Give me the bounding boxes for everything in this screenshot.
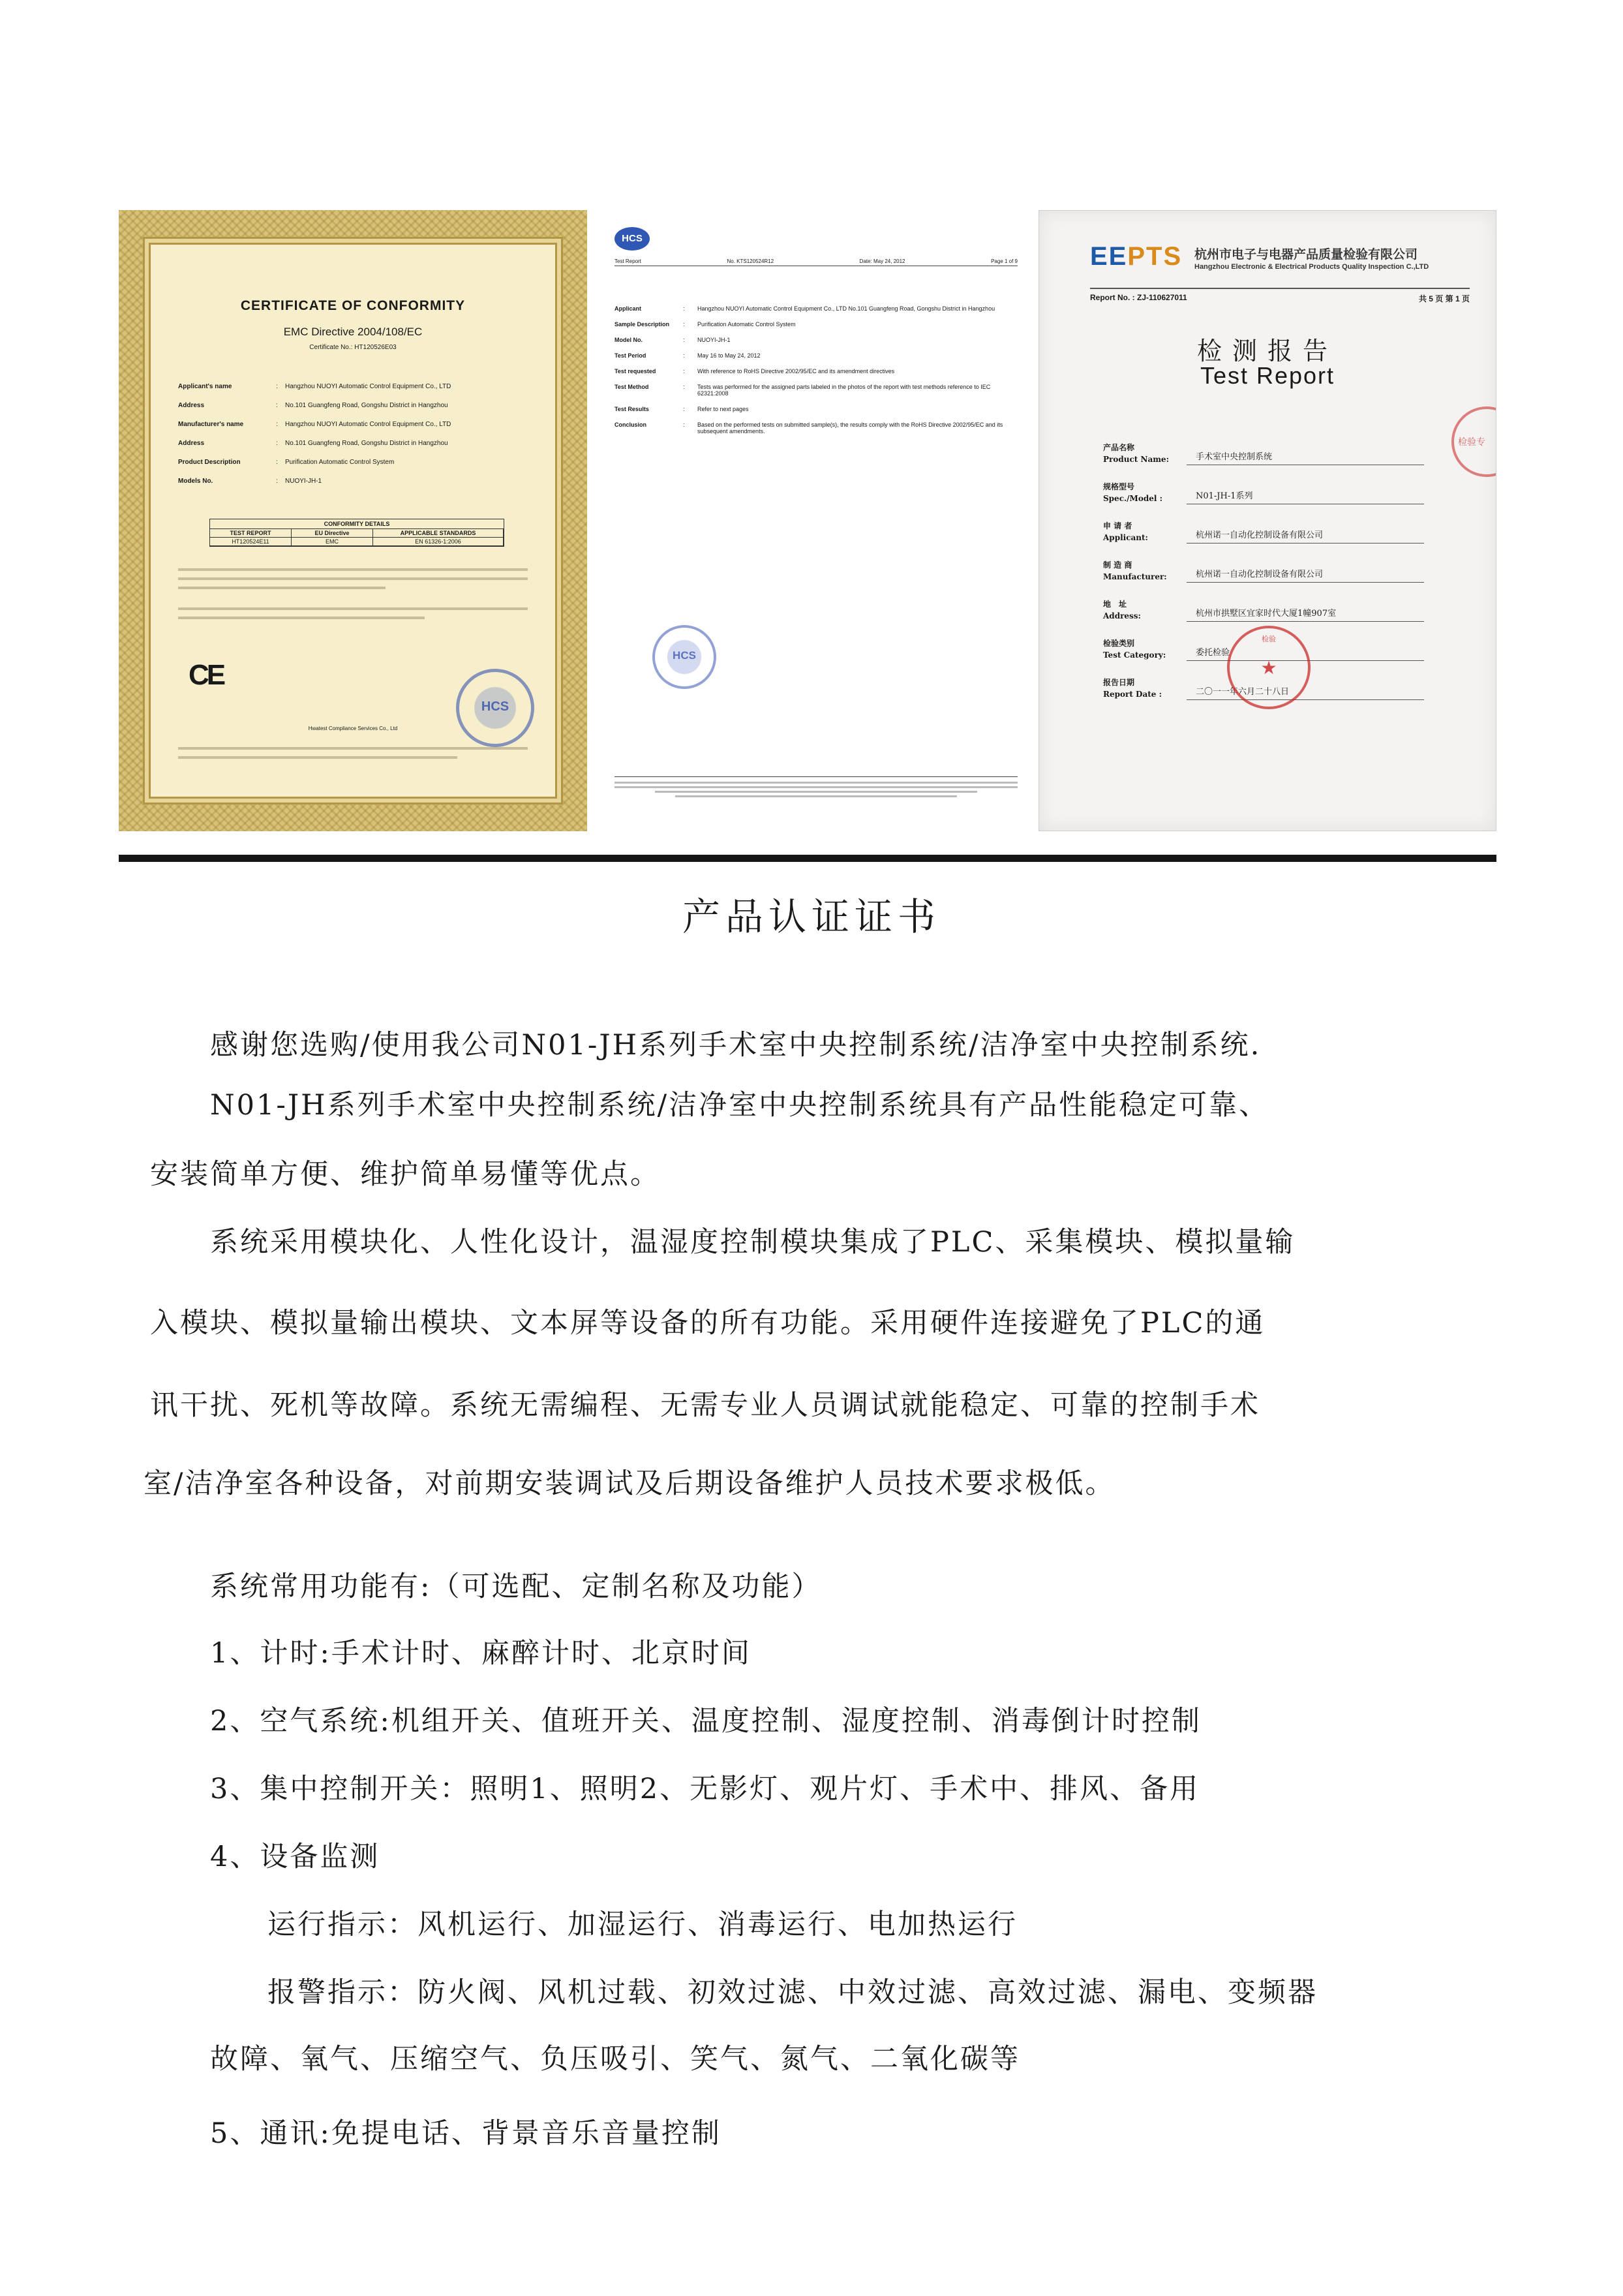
horizontal-rule	[119, 855, 1496, 862]
ce-certificate-image	[119, 210, 587, 831]
fine-print-line	[178, 756, 457, 759]
report-field: Conclusion : Based on the performed tests on submitted sample(s), the results comply with the RoHS Directive 2002/95/EC and its subsequent amendments.	[614, 421, 1003, 435]
certificate-frame	[149, 243, 557, 799]
paragraph-line: 感谢您选购/使用我公司N01-JH系列手术室中央控制系统/洁净室中央控制系统.	[210, 1029, 1262, 1062]
inspection-org-name-en: Hangzhou Electronic & Electrical Products Quality Inspection C.,LTD	[1194, 263, 1429, 271]
hcs-seal-stamp: HCS	[456, 669, 534, 747]
certificate-field: Address : No.101 Guangfeng Road, Gongshu District in Hangzhou	[178, 402, 448, 409]
hcs-stamp: HCS	[652, 625, 716, 689]
paragraph-line: 入模块、模拟量输出模块、文本屏等设备的所有功能。采用硬件连接避免了PLC的通	[150, 1307, 1266, 1339]
report-header: Test Report No. KTS120524R12 Date: May 24, 2012 Page 1 of 9	[614, 258, 1018, 266]
page-title: 产品认证证书	[682, 895, 941, 939]
fine-print-line	[178, 607, 528, 610]
paragraph-line: N01-JH系列手术室中央控制系统/洁净室中央控制系统具有产品性能稳定可靠、	[210, 1089, 1269, 1122]
function-item: 1、计时:手术计时、麻醉计时、北京时间	[210, 1637, 751, 1670]
certificate-field: Applicant's name : Hangzhou NUOYI Automatic Control Equipment Co., LTD	[178, 383, 451, 390]
details-cell: EMC	[292, 538, 373, 546]
function-subitem: 报警指示：防火阀、风机过载、初效过滤、中效过滤、高效过滤、漏电、变频器	[267, 1976, 1318, 2009]
function-item: 5、通讯:免提电话、背景音乐音量控制	[210, 2117, 721, 2150]
certificate-fields	[178, 383, 536, 497]
report-field: Test requested : With reference to RoHS Directive 2002/95/EC and its amendment directives	[614, 368, 895, 375]
fine-print-line	[178, 617, 425, 619]
ce-mark: CE	[189, 659, 224, 691]
report-field: 检验类别 Test Category: 委托检验	[1103, 622, 1424, 661]
report-field: Test Period : May 16 to May 24, 2012	[614, 352, 761, 359]
details-header: TEST REPORT	[210, 529, 292, 538]
paragraph-line: 室/洁净室各种设备，对前期安装调试及后期设备维护人员技术要求极低。	[144, 1467, 1115, 1500]
certificate-issuer: Hwatest Compliance Services Co., Ltd	[308, 726, 398, 731]
certificate-title: CERTIFICATE OF CONFORMITY	[240, 298, 466, 313]
report-footer	[614, 776, 1018, 800]
report-field: 产品名称 Product Name: 手术室中央控制系统	[1103, 426, 1424, 465]
certificate-field: Models No. : NUOYI-JH-1	[178, 478, 322, 485]
eepts-logo: EEPTS	[1090, 242, 1183, 271]
details-header: APPLICABLE STANDARDS	[373, 529, 504, 538]
fine-print-line	[178, 577, 528, 580]
report-field: Model No. : NUOYI-JH-1	[614, 337, 731, 343]
report-title-cn: 检测报告	[1196, 337, 1338, 365]
certificate-field: Product Description : Purification Automatic Control System	[178, 459, 395, 466]
paragraph-line: 安装简单方便、维护简单易懂等优点。	[150, 1158, 660, 1191]
report-field: Applicant : Hangzhou NUOYI Automatic Control Equipment Co., LTD No.101 Guangfeng Road, Gongshu District in Hangzhou	[614, 305, 995, 312]
details-cell: EN 61326-1:2006	[373, 538, 504, 546]
certificate-field: Address : No.101 Guangfeng Road, Gongshu District in Hangzhou	[178, 440, 448, 447]
function-subitem: 运行指示：风机运行、加湿运行、消毒运行、电加热运行	[267, 1908, 1018, 1941]
rohs-test-report-image	[607, 207, 1024, 834]
edge-stamp: 检验专	[1451, 406, 1496, 477]
report-field: Test Method : Tests was performed for the assigned parts labeled in the photos of the report with test methods reference to IEC 62321:2008	[614, 384, 991, 397]
report-field: 地 址 Address: 杭州市拱墅区宜家时代大厦1幢907室	[1103, 583, 1424, 622]
conformity-details-table: CONFORMITY DETAILS TEST REPORT EU Directive APPLICABLE STANDARDS HT120524E11 EMC EN 61326-1:2006	[209, 519, 504, 547]
inspection-report-image	[1039, 210, 1496, 831]
paragraph-line: 系统采用模块化、人性化设计，温湿度控制模块集成了PLC、采集模块、模拟量输	[210, 1226, 1296, 1259]
function-subitem-continued: 故障、氧气、压缩空气、负压吸引、笑气、氮气、二氧化碳等	[210, 2043, 1020, 2075]
fine-print-line	[178, 587, 386, 589]
hcs-logo: HCS	[614, 227, 650, 251]
function-item: 2、空气系统:机组开关、值班开关、温度控制、湿度控制、消毒倒计时控制	[210, 1705, 1202, 1737]
fine-print-line	[178, 568, 528, 571]
report-number-row: Report No. : ZJ-110627011 共 5 页 第 1 页	[1090, 288, 1470, 304]
report-field: 申 请 者 Applicant: 杭州诺一自动化控制设备有限公司	[1103, 504, 1424, 543]
function-item: 4、设备监测	[210, 1841, 380, 1873]
report-field: 规格型号 Spec./Model : N01-JH-1系列	[1103, 465, 1424, 504]
report-field: 制 造 商 Manufacturer: 杭州诺一自动化控制设备有限公司	[1103, 543, 1424, 583]
report-field: Test Results : Refer to next pages	[614, 406, 749, 412]
certificate-directive: EMC Directive 2004/108/EC	[283, 326, 423, 338]
function-item: 3、集中控制开关：照明1、照明2、无影灯、观片灯、手术中、排风、备用	[210, 1773, 1200, 1805]
fine-print-line	[178, 747, 528, 750]
details-header: EU Directive	[292, 529, 373, 538]
paragraph-line: 讯干扰、死机等故障。系统无需编程、无需专业人员调试就能稳定、可靠的控制手术	[150, 1389, 1260, 1422]
inspection-org-name: 杭州市电子与电器产品质量检验有限公司	[1194, 247, 1418, 262]
certificate-number: Certificate No.: HT120526E03	[309, 344, 397, 351]
report-field: Sample Description : Purification Automatic Control System	[614, 321, 796, 328]
report-title-en: Test Report	[1200, 362, 1335, 389]
red-official-stamp: 检验 ★	[1227, 626, 1311, 709]
details-cell: HT120524E11	[210, 538, 292, 546]
functions-heading: 系统常用功能有:（可选配、定制名称及功能）	[210, 1570, 822, 1603]
report-field: 报告日期 Report Date : 二〇一一年六月二十八日	[1103, 661, 1424, 700]
certificate-field: Manufacturer's name : Hangzhou NUOYI Automatic Control Equipment Co., LTD	[178, 421, 451, 428]
report-fields	[614, 305, 1015, 444]
